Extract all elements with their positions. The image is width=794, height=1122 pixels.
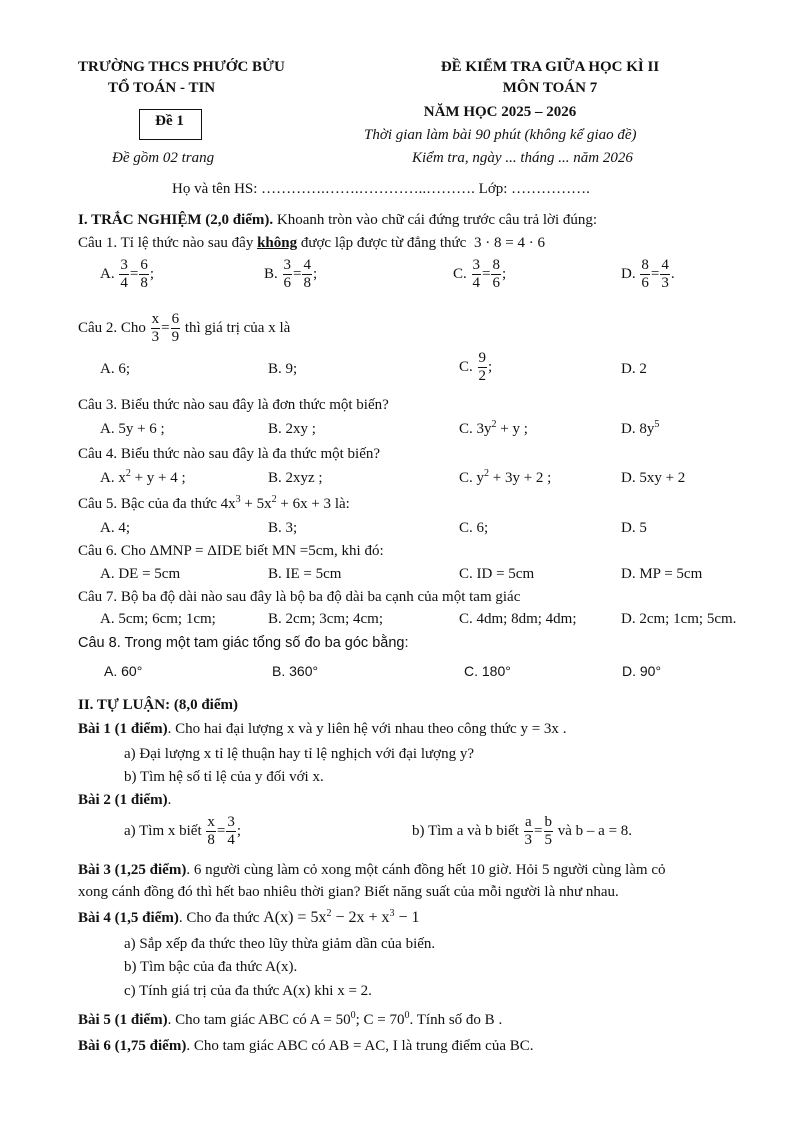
exercise-4b: b) Tìm bậc của đa thức A(x). (124, 959, 298, 975)
q5-option-b: B. 3; (268, 520, 298, 536)
q5-option-a: A. 4; (100, 520, 130, 536)
q4-option-d: D. 5xy + 2 (621, 470, 686, 486)
school-year: NĂM HỌC 2025 – 2026 (423, 104, 577, 120)
q8-option-d: D. 90° (622, 663, 662, 679)
q8-option-c: C. 180° (464, 663, 511, 679)
exercise-3: Bài 3 (1,25 điểm). 6 người cùng làm cỏ xong một cánh đồng hết 10 giờ. Hỏi 5 người cùng làm cỏ (78, 862, 666, 878)
q6-option-b: B. IE = 5cm (268, 566, 342, 582)
exam-code: Đề 1 (155, 113, 184, 129)
q2-option-c: C. $\frac{9}{2}$ ; (459, 350, 493, 384)
q4-option-b: B. 2xyz ; (268, 470, 323, 486)
part2-title: II. TỰ LUẬN: (8,0 điểm) (78, 697, 238, 713)
question-1: Câu 1. Tỉ lệ thức nào sau đây không được lập được từ đẳng thức 3 · 8 = 4 · 6 (78, 235, 545, 251)
q4-option-a: A. $x^2 + y + 4$ ; (100, 468, 186, 486)
exercise-1b: b) Tìm hệ số tỉ lệ của y đối với x. (124, 769, 324, 785)
q5-option-c: C. 6; (459, 520, 489, 536)
exercise-6: Bài 6 (1,75 điểm). Cho tam giác ABC có AB = AC, I là trung điểm của BC. (78, 1038, 534, 1054)
exercise-2b: b) Tìm a và b biết $\frac{a}{3}$ = $\frac{b}{5}$ và b – a = 8. (412, 814, 633, 848)
part1-instruction: Khoanh tròn vào chữ cái đứng trước câu trả lời đúng: (273, 212, 598, 228)
part1-title: I. TRẮC NGHIỆM (2,0 điểm). (78, 212, 274, 228)
question-3: Câu 3. Biểu thức nào sau đây là đơn thức một biến? (78, 397, 389, 413)
q5-option-d: D. 5 (621, 520, 647, 536)
q7-option-d: D. 2cm; 1cm; 5cm. (621, 611, 737, 627)
exercise-4c: c) Tính giá trị của đa thức A(x) khi x = 2. (124, 983, 372, 999)
q3-option-a: A. 5y + 6 ; (100, 421, 165, 437)
q2-option-d: D. 2 (621, 361, 647, 377)
student-info-line: Họ và tên HS: ………….…….…………..………. Lớp: ……………. (172, 181, 590, 197)
q7-option-c: C. 4dm; 8dm; 4dm; (459, 611, 577, 627)
part1-heading (78, 212, 597, 229)
q6-option-d: D. MP = 5cm (621, 566, 703, 582)
q1-option-c: C. $\frac{3}{4}$ = $\frac{8}{6}$ ; (453, 257, 507, 291)
exercise-3-line2: xong cánh đồng đó thì hết bao nhiêu thời gian? Biết năng suất của mỗi người là như nhau. (78, 884, 619, 900)
q2-option-b: B. 9; (268, 361, 298, 377)
question-8: Câu 8. Trong một tam giác tổng số đo ba góc bằng: (78, 635, 409, 651)
q7-option-b: B. 2cm; 3cm; 4cm; (268, 611, 383, 627)
q3-option-b: B. 2xy ; (268, 421, 316, 437)
q8-option-b: B. 360° (272, 663, 319, 679)
q1-formula: 3 · 8 = 4 · 6 (474, 235, 545, 251)
subject: MÔN TOÁN 7 (502, 80, 598, 96)
q7-option-a: A. 5cm; 6cm; 1cm; (100, 611, 216, 627)
q1-option-d: D. $\frac{8}{6}$ = $\frac{4}{3}$ . (621, 257, 675, 291)
exercise-5: Bài 5 (1 điểm). Cho tam giác ABC có $A = 50^0$; $C = 70^0$. Tính số đo B . (78, 1010, 503, 1028)
exercise-4a: a) Sắp xếp đa thức theo lũy thừa giảm dần của biến. (124, 936, 436, 952)
q1-emphasis: không (257, 235, 298, 251)
exam-title: ĐỀ KIỂM TRA GIỮA HỌC KÌ II (440, 59, 660, 75)
school-name: TRƯỜNG THCS PHƯỚC BỬU (78, 59, 285, 75)
exercise-1: Bài 1 (1 điểm). Cho hai đại lượng x và y liên hệ với nhau theo công thức y = 3x . (78, 721, 567, 737)
date-note: Kiểm tra, ngày ... tháng ... năm 2026 (412, 150, 633, 166)
department-name: TỔ TOÁN - TIN (108, 80, 216, 96)
question-4: Câu 4. Biểu thức nào sau đây là đa thức một biến? (78, 446, 381, 462)
question-2: Câu 2. Cho $\frac{x}{3}$ = $\frac{6}{9}$ thì giá trị của x là (78, 311, 291, 345)
q8-option-a: A. 60° (104, 663, 143, 679)
q6-option-a: A. DE = 5cm (100, 566, 181, 582)
q2-option-a: A. 6; (100, 361, 130, 377)
pages-note: Đề gồm 02 trang (112, 150, 215, 166)
time-note: Thời gian làm bài 90 phút (không kể giao đề) (364, 127, 637, 143)
exercise-2: Bài 2 (1 điểm). (78, 792, 172, 808)
question-5: Câu 5. Bậc của đa thức $4x^3 + 5x^2 + 6x + 3$ là: (78, 494, 350, 512)
q4-option-c: C. $y^2 + 3y + 2$ ; (459, 468, 552, 486)
q6-option-c: C. ID = 5cm (459, 566, 535, 582)
exercise-4: Bài 4 (1,5 điểm). Cho đa thức $A(x) = 5x^2 - 2x + x^3 - 1$ (78, 908, 420, 926)
exercise-2a: a) Tìm x biết $\frac{x}{8}$ = $\frac{3}{4}$ ; (124, 814, 242, 848)
question-7: Câu 7. Bộ ba độ dài nào sau đây là bộ ba độ dài ba cạnh của một tam giác (78, 589, 521, 605)
question-6: Câu 6. Cho ΔMNP = ΔIDE biết MN =5cm, khi đó: (78, 543, 384, 559)
q3-option-d: D. $8y^5$ (621, 419, 660, 437)
q1-option-b: B. $\frac{3}{6}$ = $\frac{4}{8}$ ; (264, 257, 318, 291)
q3-option-c: C. $3y^2 + y$ ; (459, 419, 528, 437)
q1-option-a: A. $\frac{3}{4}$ = $\frac{6}{8}$ ; (100, 257, 154, 291)
exercise-1a: a) Đại lượng x tỉ lệ thuận hay tỉ lệ nghịch với đại lượng y? (124, 746, 474, 762)
